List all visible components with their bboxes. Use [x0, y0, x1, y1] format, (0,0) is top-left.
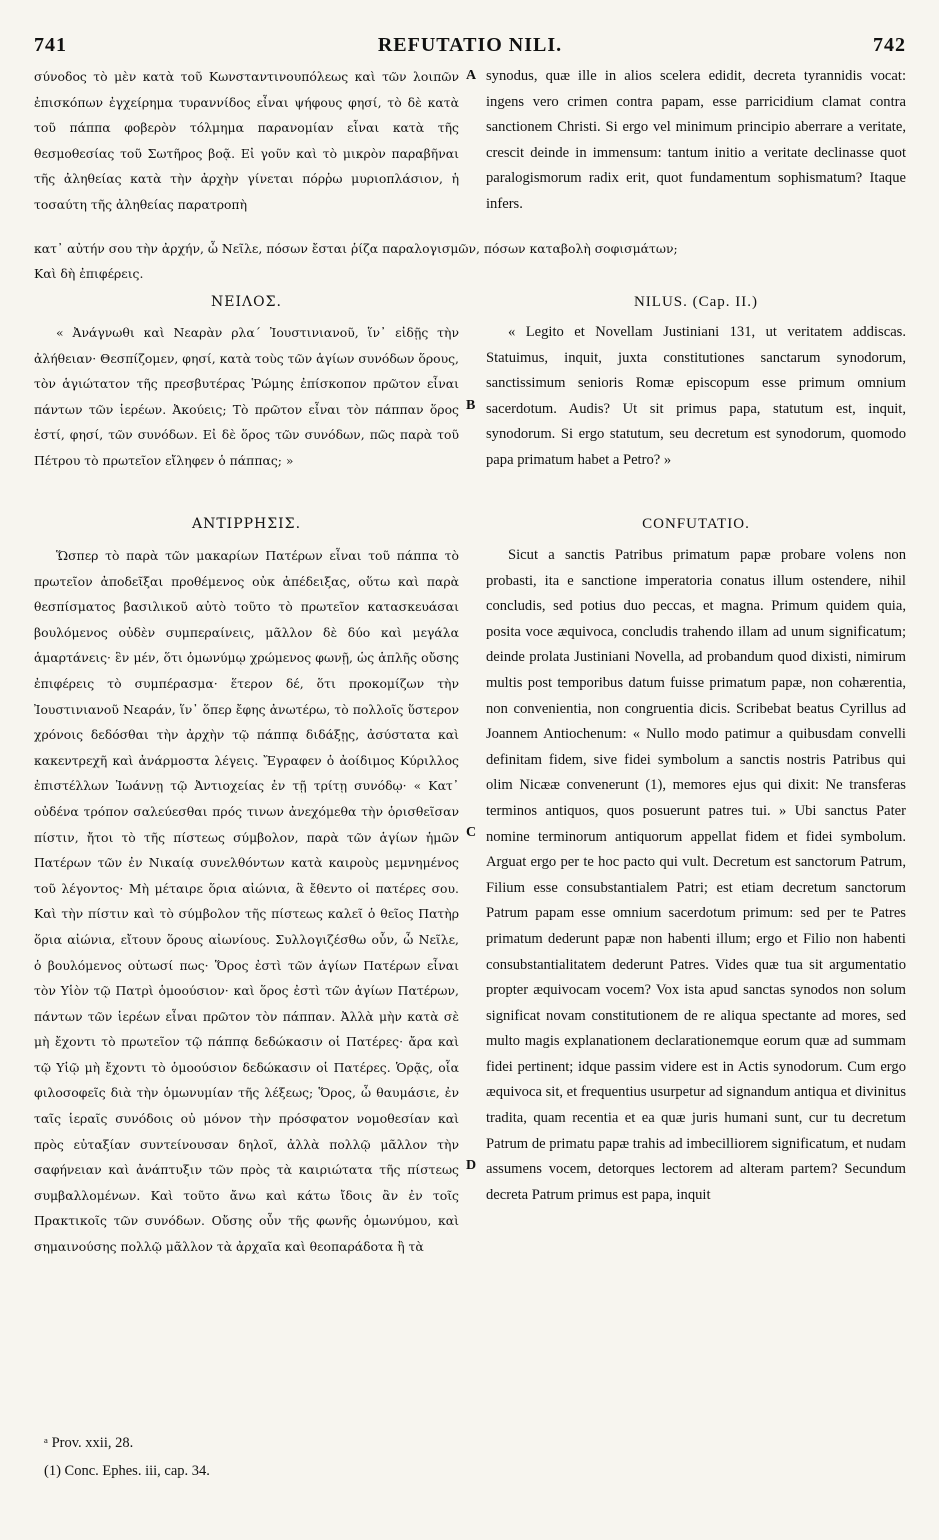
footnote-scripture: ᵃ Prov. xxii, 28. — [44, 1435, 134, 1451]
footnote-council: (1) Conc. Ephes. iii, cap. 34. — [44, 1463, 210, 1479]
page-number-right: 742 — [873, 34, 906, 56]
greek-heading-nilus: ΝΕΙΛΟΣ. — [211, 294, 282, 310]
margin-letter-c: C — [466, 825, 477, 840]
latin-heading-nilus: NILUS. (Cap. II.) — [633, 294, 759, 310]
margin-letter-d: D — [466, 1158, 477, 1173]
intro-greek-full-line: κατ᾽ αὐτήν σου τὴν ἀρχήν, ὦ Νεῖλε, πόσων ἔσται ῥίζα παραλογισμῶν, πόσων καταβολὴ σοφισμάτων; — [34, 241, 678, 256]
page-title: REFUTATIO NILI. — [377, 34, 563, 56]
greek-heading-confutatio: ΑΝΤΙΡΡΗΣΙΣ. — [191, 516, 302, 532]
margin-letter-a: A — [466, 68, 477, 83]
running-head — [34, 34, 906, 60]
nilus-latin-text: « Legito et Novellam Justiniani 131, ut veritatem addiscas. Statuimus, inquit, juxta constitutiones sanctarum synodorum, sanctissimum senioris Romæ episcopum esse primum omnium sacerdotum. Audis? Ut sit primus papa, statutum est, inquit, synodorum. Si ergo statutum, seu decretum est synodorum, quomodo papa primatum habet a Petro? » — [486, 324, 906, 468]
intro-greek: σύνοδος τὸ μὲν κατὰ τοῦ Κωνσταντινουπόλεως καὶ τῶν λοιπῶν ἐπισκόπων ἐγχείρημα τυραννίδος εἶναι ψήφους φησί, τὸ δὲ κατὰ τοῦ πάππα φοβερὸν τόλμημα παρανομίαν εἶναι κατὰ τῆς θεσμοθεσίας τοῦ Σωτῆρος βοᾷ. Εἰ γοῦν καὶ τὸ μικρὸν παραβῆναι τῆς ἀληθείας κατὰ τὴν ἀρχὴν γίνεται πόρῥω μυριοπλάσιον, ἡ τοσαύτη τῆς ἀληθείας παρατροπὴ — [34, 69, 459, 212]
latin-heading-confutatio: CONFUTATIO. — [642, 516, 750, 532]
margin-letter-b: B — [466, 398, 476, 413]
intro-latin: synodus, quæ ille in alios scelera edidit, decreta tyrannidis vocat: ingens vero crimen contra papam, esse parricidium clamat contra sanctionem Christi. Si ergo vel minimum principio aberrare a veritate, crescit deinde in immensum: tantum initio a veritate declinasse quot paralogismorum radix erit, quot fundamentum sophismatum? Itaque infers. — [486, 68, 906, 212]
confutatio-latin-text: Sicut a sanctis Patribus primatum papæ probare volens non probasti, ita e sanctione imperatoria conatus illum ostendere, nihil concludis, sed potius duo peccas, et magna. Primum quidem quia, posita voce æquivoca, concludis trahendo illam ad unum significatum; deinde prolata Justiniani Novella, ad probandum quod dixisti, nimirum multis post temporibus datum fuisse primatum papæ, non cohærentia, non convenientia, non congruentia dicis. Scribebat beatus Cyrillus ad Joannem Antiochenum: « Nullo modo patimur a quibusdam convelli definitam fidem, sive fidei symbolum a sanctis nostris Patribus qui olim Nicææ convenerunt (1), memores ejus qui dixit: Ne transferas terminos antiquos, quos posuerunt patres tui. » Ubi sanctus Pater nomine terminorum antiquorum appellat fidem et fidei symbolum. Arguat ergo per te hoc pacto qui vult. Decretum est sanctorum Patrum, Filium esse consubstantialem Patri; est etiam decretum sanctorum Patrum papam esse omnium sacerdotum primum: sed per te Patres primatum dederunt papæ non habenti illum; ergo et Filio non habenti consubstantialitatem dederunt Patres. Vides quæ tua sit argumentatio propter æquivocam vocem? Vox ista apud sanctas synodos non solum significat novam constitutionem de re aliqua spectante ad mores, sed multo magis explanationem declarationemque eorum quæ ad summam fidei pertinent; idque passim videre est in Actis synodorum. Cum ergo æquivoca sit, et frequentius usurpetur ad signandum antiqua et divinitus tradita, quam recentia et ea quæ juris humani sunt, cur tu decretum Patrum de primatu papæ trahis ad imbecilliorem significatum, et nudam assumens vocem, detorques lectorem ad alteram partem? Secundum decreta Patrum primus est papa, inquit — [486, 547, 906, 1203]
nilus-greek-text: « Ἀνάγνωθι καὶ Νεαρὰν ρλα´ Ἰουστινιανοῦ, ἵν᾽ εἰδῇς τὴν ἀλήθειαν· Θεσπίζομεν, φησί, κατὰ τοὺς τῶν ἁγίων συνόδων ὅρους, τὸν ἁγιώτατον τῆς πρεσβυτέρας Ῥώμης ἐπίσκοπον πρῶτον εἶναι πάντων τῶν ἱερέων. Ἀκούεις; Τὸ πρῶτον εἶναι τὸν πάππαν ὅρος ἐστί, φησί, τῶν συνόδων. Εἰ δὲ ὅρος τῶν συνόδων, πῶς παρὰ τοῦ Πέτρου τὸ πρωτεῖον εἴληφεν ὁ πάππας; » — [34, 325, 459, 468]
confutatio-greek-text: Ὥσπερ τὸ παρὰ τῶν μακαρίων Πατέρων εἶναι τοῦ πάππα τὸ πρωτεῖον ἀποδεῖξαι προθέμενος οὐκ ἀπέδειξας, οὕτω καὶ παρὰ θεσπίσματος βασιλικοῦ αὐτὸ τοῦτο τὸ πρωτεῖον κατασκευάσαι βουλόμενος οὐδὲν συμπεραίνεις, μᾶλλον δὲ δύο καὶ μεγάλα ἁμαρτάνεις· ἓν μέν, ὅτι ὁμωνύμῳ χρώμενος φωνῇ, ὡς ἁπλῆς οὔσης ἐπιφέρεις τὸ συμπέρασμα· ἕτερον δέ, ὅτι προκομίζων τὴν Ἰουστινιανοῦ Νεαράν, ἵν᾽ ὅπερ ἔφης ἀνωτέρω, τὸ πολλοῖς ὕστερον χρόνοις δεδόσθαι τὴν ἀρχὴν τῷ πάππᾳ διδάξῃς, ἀσύστατα καὶ κακεντρεχῆ καὶ ἀνάρμοστα λέγεις. Ἔγραφεν ὁ ἀοίδιμος Κύριλλος ἐπιστέλλων Ἰωάννῃ τῷ Ἀντιοχείας ἐν τῇ τρίτῃ συνόδῳ· « Κατ᾽ οὐδένα τρόπον σαλεύεσθαι πρός τινων ἀνεχόμεθα τὴν ὁρισθεῖσαν πίστιν, ἤτοι τὸ τῆς πίστεως σύμβολον, παρὰ τῶν ἁγίων ἡμῶν Πατέρων τῶν ἐν Νικαίᾳ συνελθόντων κατὰ καιροὺς μεμνημένος τοῦ λέγοντος· Μὴ μέταιρε ὅρια αἰώνια, ἃ ἔθεντο οἱ πατέρες σου. Καὶ τὴν πίστιν καὶ τὸ σύμβολον τῆς πίστεως καλεῖ ὁ θεῖος Πατὴρ ὅρια αἰώνια, εἴτουν ὅρους αἰωνίους. Συλλογιζέσθω οὖν, ὦ Νεῖλε, ὁ βουλόμενος οὑτωσί πως· Ὅρος ἐστὶ τῶν ἁγίων Πατέρων εἶναι τὸν Υἱὸν τῷ Πατρὶ ὁμοούσιον· καὶ ὅρος ἐστὶ τῶν ἁγίων Πατέρων, πάντων τῶν ἱερέων εἶναι πρῶτον τὸν πάππαν. Ἀλλὰ μὴν κατὰ σὲ μὴ ἔχοντι τὸ πρωτεῖον τῷ πάππᾳ δεδώκασιν οἱ Πατέρες· ἄρα καὶ τῷ Υἱῷ μὴ ἔχοντι τὸ ὁμοούσιον δεδώκασιν οἱ Πατέρες. Ὁρᾷς, οἷα φιλοσοφεῖς διὰ τὴν ὁμωνυμίαν τῆς λέξεως; Ὅρος, ὦ θαυμάσιε, ἐν ταῖς ἱεραῖς συνόδοις οὐ μόνον τὴν πρόσφατον νομοθεσίαν καὶ πρὸς εὐταξίαν συντείνουσαν δηλοῖ, ἀλλὰ πολλῷ μᾶλλον τὴν σαφήνειαν καὶ ἀνάπτυξιν τῶν πρὸς τὰ καιριώτατα τῆς πίστεως συμβαλλομένων. Καὶ τοῦτο ἄνω καὶ κάτω ἴδοις ἂν ἐν τοῖς Πρακτικοῖς τῶν συνόδων. Οὔσης οὖν τῆς φωνῆς ὁμωνύμου, καὶ σημαινούσης πολλῷ μᾶλλον τὰ ἀρχαῖα καὶ θεοπαράδοτα ἢ τὰ — [34, 548, 459, 1255]
page-number-left: 741 — [34, 34, 67, 56]
intro-greek-full-line-2: Καὶ δὴ ἐπιφέρεις. — [34, 266, 144, 281]
